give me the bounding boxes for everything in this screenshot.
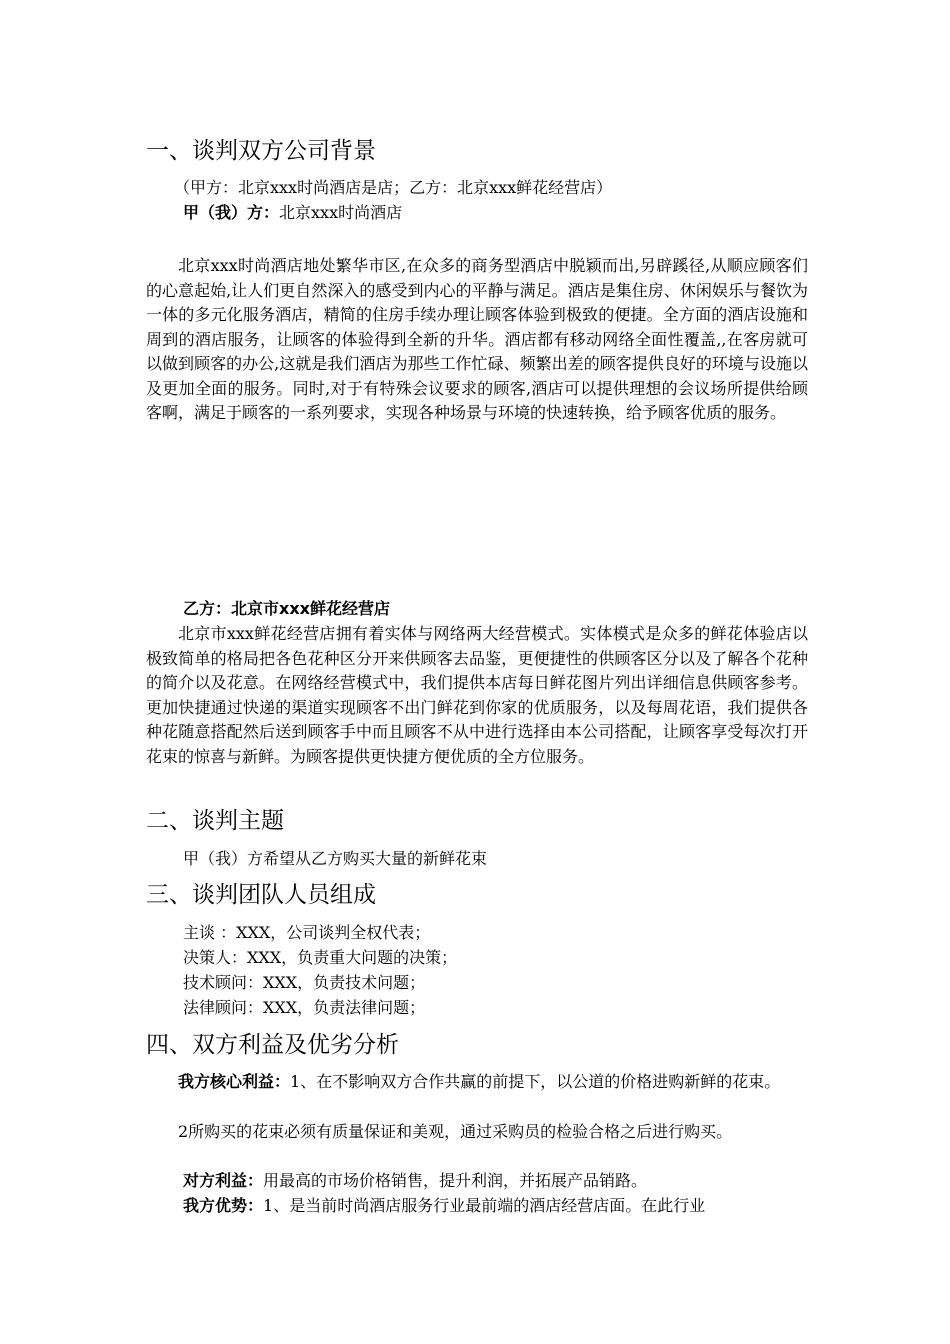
our-core-interest-2: 2所购买的花束必须有质量保证和美观，通过采购员的检验合格之后进行购买。 bbox=[178, 1122, 733, 1141]
section-heading-analysis: 四、双方利益及优劣分析 bbox=[146, 1032, 399, 1058]
party-a-heading bbox=[183, 201, 402, 225]
party-a-label: 甲（我）方： bbox=[183, 203, 280, 222]
negotiation-topic-text: 甲（我）方希望从乙方购买大量的新鲜花束 bbox=[183, 849, 488, 868]
party-b-description: 北京市xxx鲜花经营店拥有着实体与网络两大经营模式。实体模式是众多的鲜花体验店以极致简单的格局把各色花种区分开来供顾客去品鉴，更便捷性的供顾客区分以及了解各个花种的简介以及花意。在网络经营模式中，我们提供本店每日鲜花图片列出详细信息供顾客参考。更加快捷通过快递的渠道实现顾客不出门鲜花到你家的优质服务，以及每周花语，我们提供各种花随意搭配然后送到顾客手中而且顾客不从中进行选择由本公司搭配，让顾客享受每次打开花束的惊喜与新鲜。为顾客提供更快捷方便优质的全方位服务。 bbox=[146, 624, 808, 766]
our-core-interest-1: 1、在不影响双方合作共赢的前提下，以公道的价格进购新鲜的花束。 bbox=[290, 1072, 781, 1091]
our-advantage-text: 1、是当前时尚酒店服务行业最前端的酒店经营店面。在此行业 bbox=[263, 1196, 706, 1215]
team-member-chief: 主谈 ：XXX，公司谈判全权代表； bbox=[183, 923, 431, 942]
section-heading-team: 三、谈判团队人员组成 bbox=[146, 882, 376, 908]
team-member-tech: 技术顾问：XXX，负责技术问题； bbox=[183, 973, 426, 992]
their-interest-text: 用最高的市场价格销售，提升利润，并拓展产品销路。 bbox=[263, 1171, 648, 1190]
their-interest-label: 对方利益： bbox=[183, 1171, 264, 1190]
party-a-name: 北京xxx时尚酒店 bbox=[279, 203, 403, 222]
section-heading-background: 一、谈判双方公司背景 bbox=[146, 138, 376, 164]
section-heading-topic: 二、谈判主题 bbox=[146, 808, 284, 834]
our-core-interest bbox=[146, 1070, 808, 1095]
party-b-heading: 乙方：北京市xxx鲜花经营店 bbox=[183, 599, 390, 618]
parties-note: （甲方：北京xxx时尚酒店是店；乙方：北京xxx鲜花经营店） bbox=[174, 178, 613, 197]
our-advantage-label: 我方优势： bbox=[183, 1196, 264, 1215]
our-advantage bbox=[183, 1194, 705, 1218]
their-interest bbox=[183, 1169, 647, 1193]
team-member-legal: 法律顾问：XXX，负责法律问题； bbox=[183, 998, 426, 1017]
party-a-description: 北京xxx时尚酒店地处繁华市区,在众多的商务型酒店中脱颖而出,另辟蹊径,从顺应顾客们的心意起始,让人们更自然深入的感受到内心的平静与满足。酒店是集住房、休闲娱乐与餐饮为一体的多元化服务酒店，精简的住房手续办理让顾客体验到极致的便捷。全方面的酒店设施和周到的酒店服务，让顾客的体验得到全新的升华。酒店都有移动网络全面性覆盖,,在客房就可以做到顾客的办公,这就是我们酒店为那些工作忙碌、频繁出差的顾客提供良好的环境与设施以及更加全面的服务。同时,对于有特殊会议要求的顾客,酒店可以提供理想的会议场所提供给顾客啊，满足于顾客的一系列要求，实现各种场景与环境的快速转换，给予顾客优质的服务。 bbox=[146, 256, 808, 422]
team-member-decision: 决策人：XXX，负责重大问题的决策； bbox=[183, 948, 458, 967]
our-core-interest-label: 我方核心利益： bbox=[178, 1072, 291, 1091]
